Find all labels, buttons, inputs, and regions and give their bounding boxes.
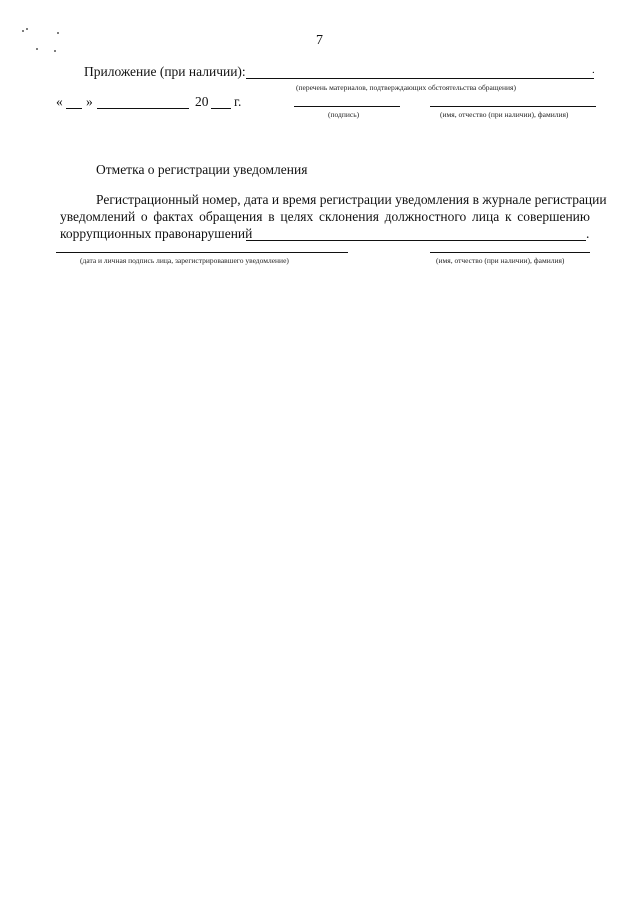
signature-caption: (подпись) [328,110,360,119]
scan-marks [22,28,62,54]
registrar-signature-caption: (дата и личная подпись лица, зарегистрировавшего уведомление) [80,256,289,265]
date-year-line [211,108,231,109]
registration-heading: Отметка о регистрации уведомления [96,162,308,177]
date-year-suffix: г. [234,94,242,109]
registration-end-mark: . [586,226,590,241]
registration-fill-line [246,240,586,241]
date-day-line [66,108,82,109]
attachment-trailing-mark: . [592,64,595,76]
registration-paragraph-line-3: коррупционных правонарушений [60,226,253,241]
registration-paragraph-line-2: уведомлений о фактах обращения в целях склонения должностного лица к совершению [60,209,590,224]
signature-line [294,106,400,107]
registration-paragraph-line-1: Регистрационный номер, дата и время регистрации уведомления в журнале регистрации [96,192,607,207]
date-year-prefix: 20 [195,94,209,109]
date-open-quote: « [56,94,63,109]
full-name-line [430,106,596,107]
full-name-caption: (имя, отчество (при наличии), фамилия) [440,110,569,119]
date-month-line [97,108,189,109]
registrar-signature-line [56,252,348,253]
date-close-quote: » [86,94,93,109]
page-number: 7 [316,33,323,48]
attachment-line [246,78,594,79]
registrar-name-caption: (имя, отчество (при наличии), фамилия) [436,256,565,265]
attachment-label: Приложение (при наличии): [84,64,246,79]
registrar-name-line [430,252,590,253]
attachment-caption: (перечень материалов, подтверждающих обстоятельства обращения) [296,83,516,92]
